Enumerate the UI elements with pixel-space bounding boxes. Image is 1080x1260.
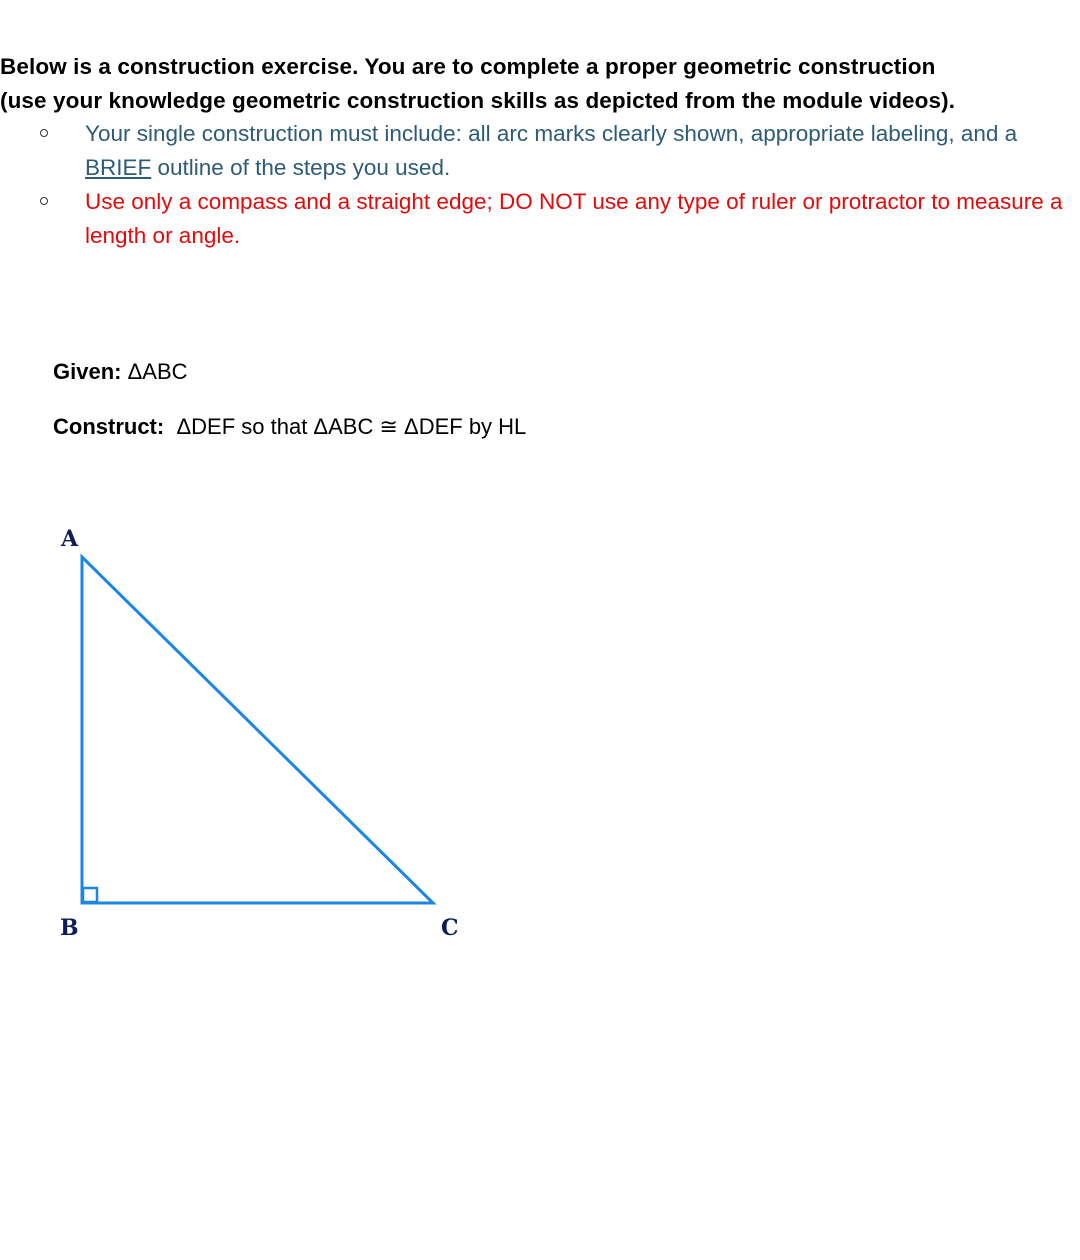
right-angle-marker (83, 888, 97, 902)
triangle-abc (82, 557, 433, 903)
requirement-item-tools (0, 185, 1080, 253)
hollow-circle-bullet-icon (40, 129, 48, 137)
hollow-circle-bullet-icon (40, 197, 48, 205)
vertex-label-c: C (441, 915, 459, 941)
vertex-label-a: A (61, 526, 79, 552)
given-label: Given: (53, 359, 122, 384)
given-statement (53, 357, 188, 387)
triangle-abc-figure (0, 510, 520, 950)
requirement-text-tools: Use only a compass and a straight edge; DO NOT use any type of ruler or protractor to measure a length or angle. (85, 189, 1063, 248)
construct-label: Construct: (53, 414, 165, 439)
given-value: ΔABC (127, 359, 188, 384)
brief-underlined-text: BRIEF (85, 155, 152, 180)
requirement-item-construction (0, 117, 1080, 185)
requirements-list (0, 117, 1080, 253)
instructions-line-1: Below is a construction exercise. You are to complete a proper geometric construction (0, 54, 936, 79)
construct-statement (53, 412, 526, 442)
requirement-text-part: Your single construction must include: all arc marks clearly shown, appropriate labeling, and a (85, 121, 1018, 146)
construct-value: ΔDEF so that ΔABC ≅ ΔDEF by HL (176, 414, 527, 439)
requirement-text-part: outline of the steps you used. (151, 155, 451, 180)
instructions-heading (0, 50, 1080, 118)
vertex-label-b: B (60, 915, 79, 941)
requirement-text (85, 117, 1080, 185)
instructions-line-2: (use your knowledge geometric construction skills as depicted from the module videos). (0, 88, 956, 113)
